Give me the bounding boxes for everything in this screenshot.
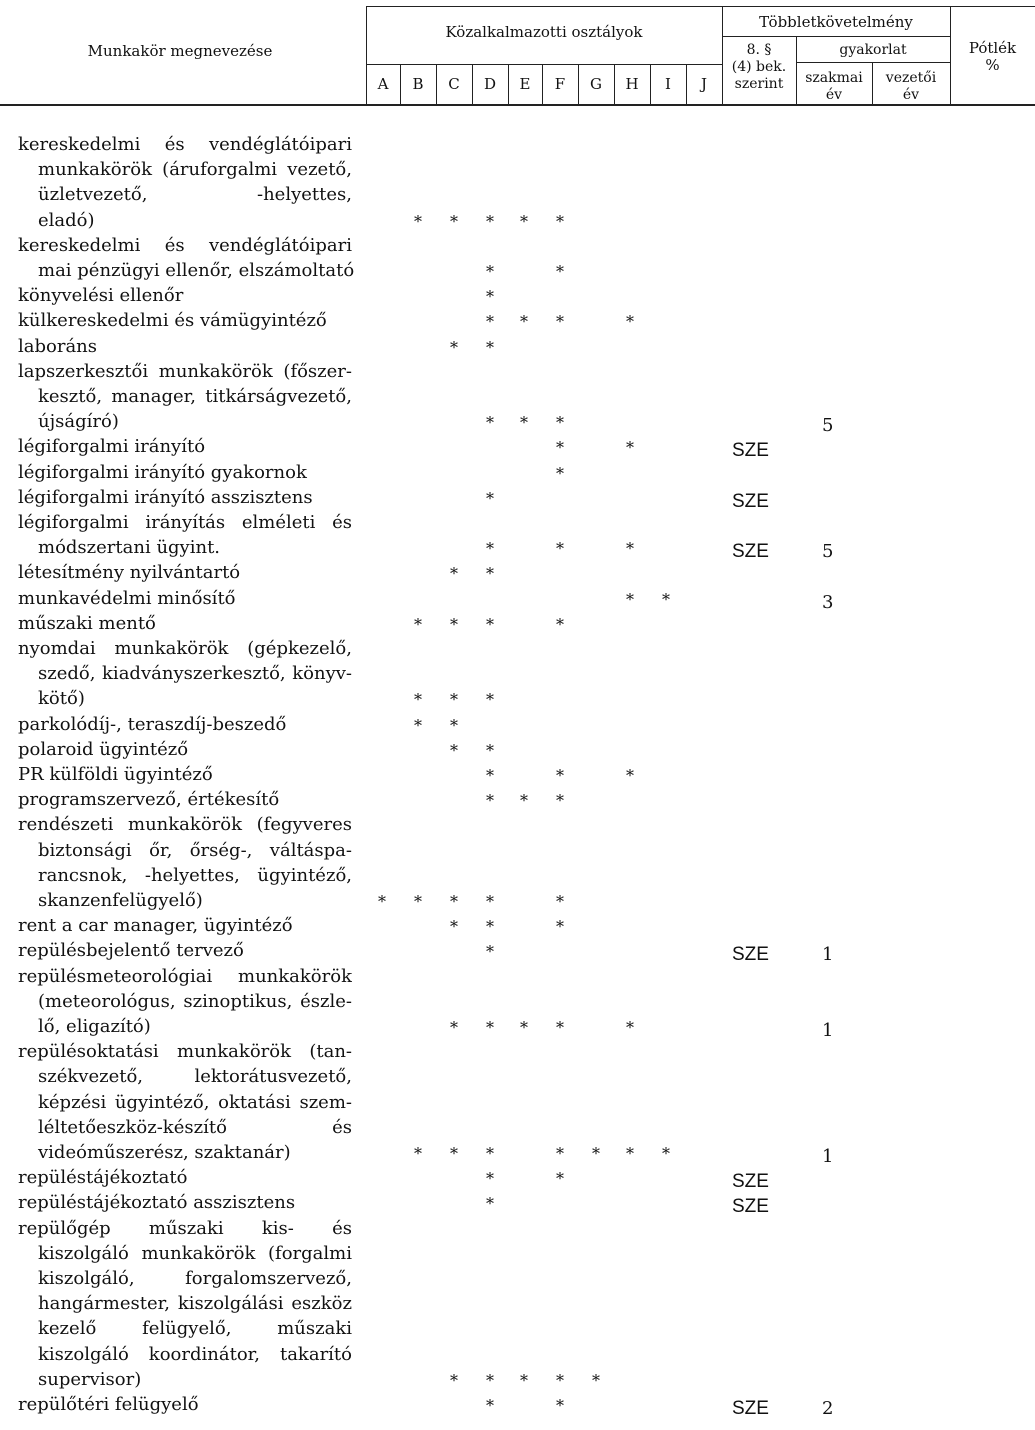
class-mark-d: * <box>486 740 494 760</box>
table-row <box>0 586 1035 611</box>
table-row <box>0 636 1035 712</box>
job-title-continuation: módszertani ügyint. <box>38 537 221 559</box>
class-mark-e: * <box>520 413 528 433</box>
class-mark-c: * <box>450 1370 458 1390</box>
class-mark-f: * <box>556 413 564 433</box>
class-mark-f: * <box>556 766 564 785</box>
job-title-continuation: eladó) <box>38 209 95 231</box>
tobblet-header: Többletkövetelmény <box>759 13 913 31</box>
job-title-continuation: supervisor) <box>38 1368 142 1390</box>
sze-requirement: SZE <box>732 440 769 462</box>
job-title-continuation: mai pénzügyi ellenőr, elszámoltató <box>38 259 355 281</box>
class-mark-d: * <box>486 917 494 937</box>
class-mark-c: * <box>450 740 458 760</box>
job-title: nyomdai munkakörök (gépkezelő, <box>18 638 352 659</box>
szakmai-header: szakmai év <box>805 70 863 103</box>
class-mark-d: * <box>486 614 494 634</box>
class-mark-f: * <box>556 463 564 483</box>
job-title-continuation: lő, eligazító) <box>38 1015 151 1037</box>
class-mark-c: * <box>450 564 458 584</box>
job-title: külkereskedelmi és vámügyintéző <box>18 310 327 332</box>
job-title-continuation: kiszolgáló munkakörök (forgalmi <box>38 1242 352 1264</box>
class-mark-h: * <box>626 438 634 458</box>
job-title-continuation: (meteorológus, szinoptikus, észle- <box>38 990 352 1012</box>
class-mark-d: * <box>486 942 494 962</box>
job-title: rent a car manager, ügyintéző <box>18 915 293 937</box>
table-row <box>0 737 1035 762</box>
table-row <box>0 611 1035 636</box>
potlek-value: 1 <box>822 1145 834 1167</box>
class-mark-d: * <box>486 539 494 559</box>
job-title: PR külföldi ügyintéző <box>18 764 213 785</box>
job-title: lapszerkesztői munkakörök (főszer- <box>18 360 352 382</box>
class-mark-b: * <box>414 690 422 710</box>
class-mark-f: * <box>556 891 564 911</box>
table-row <box>0 460 1035 485</box>
job-title: kereskedelmi és vendéglátóipari <box>18 234 352 256</box>
kozalkalmazotti-header: Közalkalmazotti osztályok <box>445 23 643 41</box>
job-title-continuation: videóműszerész, szaktanár) <box>38 1141 291 1163</box>
table-row <box>0 1392 1035 1417</box>
sze-requirement: SZE <box>732 490 769 512</box>
class-mark-c: * <box>450 211 458 231</box>
table-row <box>0 787 1035 812</box>
class-mark-d: * <box>486 1169 494 1189</box>
job-title: programszervező, értékesítő <box>18 789 280 811</box>
class-mark-h: * <box>626 1143 634 1163</box>
class-mark-c: * <box>450 1017 458 1037</box>
class-header-a: A <box>377 75 389 93</box>
job-title-continuation: kezelő felügyelő, műszaki <box>38 1318 352 1340</box>
class-mark-h: * <box>626 312 634 332</box>
job-title: polaroid ügyintéző <box>18 738 189 760</box>
job-title-continuation: skanzenfelügyelő) <box>38 889 203 911</box>
table-row <box>0 712 1035 737</box>
table-row <box>0 434 1035 462</box>
class-mark-b: * <box>414 211 422 231</box>
potlek-value: 1 <box>822 944 834 966</box>
job-title: repülésbejelentő tervező <box>18 940 244 962</box>
class-mark-h: * <box>626 539 634 559</box>
class-mark-d: * <box>486 337 494 357</box>
class-header-e: E <box>519 75 531 93</box>
job-title: légiforgalmi irányítás elméleti és <box>18 512 352 533</box>
class-mark-f: * <box>556 614 564 634</box>
class-mark-i: * <box>662 589 670 609</box>
munkakor-header: Munkakör megnevezése <box>87 42 273 60</box>
class-mark-f: * <box>556 539 564 559</box>
class-mark-d: * <box>486 564 494 584</box>
class-mark-f: * <box>556 1143 564 1163</box>
job-title: parkolódíj-, teraszdíj-beszedő <box>18 713 287 735</box>
class-mark-d: * <box>486 287 494 307</box>
class-mark-d: * <box>486 211 494 231</box>
class-mark-d: * <box>486 312 494 332</box>
job-title: kereskedelmi és vendéglátóipari <box>18 134 352 155</box>
class-mark-h: * <box>626 589 634 609</box>
class-mark-d: * <box>486 1396 494 1415</box>
job-title-continuation: biztonsági őr, őrség-, váltáspa- <box>38 839 352 861</box>
class-mark-d: * <box>486 1017 494 1037</box>
job-title: repülésoktatási munkakörök (tan- <box>18 1041 352 1063</box>
class-header-i: I <box>665 75 671 93</box>
class-mark-f: * <box>556 1396 564 1415</box>
job-title: repüléstájékoztató <box>18 1167 188 1189</box>
potlek-header: Pótlék % <box>968 39 1017 74</box>
job-title: légiforgalmi irányító <box>18 436 206 458</box>
class-mark-d: * <box>486 488 494 508</box>
table-row <box>0 812 1035 913</box>
class-mark-h: * <box>626 1017 634 1037</box>
class-mark-f: * <box>556 1370 564 1390</box>
table-row <box>0 1165 1035 1193</box>
class-mark-d: * <box>486 1370 494 1390</box>
class-mark-d: * <box>486 891 494 911</box>
job-title: munkavédelmi minősítő <box>18 587 236 609</box>
sze-requirement: SZE <box>732 944 769 966</box>
job-title: könyvelési ellenőr <box>18 285 184 307</box>
class-mark-c: * <box>450 715 458 735</box>
job-title-continuation: szedő, kiadványszerkesztő, könyv- <box>38 663 352 685</box>
class-mark-f: * <box>556 211 564 231</box>
class-mark-c: * <box>450 917 458 937</box>
potlek-value: 5 <box>822 541 834 563</box>
job-title: rendészeti munkakörök (fegyveres <box>18 814 352 836</box>
class-header-b: B <box>412 75 424 93</box>
job-title-continuation: léltetőeszköz-készítő és <box>38 1116 352 1138</box>
class-mark-e: * <box>520 1370 528 1390</box>
table-row <box>0 308 1035 333</box>
job-title: légiforgalmi irányító gyakornok <box>18 461 307 483</box>
job-title-continuation: munkakörök (áruforgalmi vezető, <box>38 159 352 181</box>
job-title-continuation: kesztő, manager, titkárságvezető, <box>38 385 352 407</box>
class-mark-c: * <box>450 614 458 634</box>
class-mark-f: * <box>556 438 564 458</box>
potlek-value: 2 <box>822 1398 834 1419</box>
table-row <box>0 485 1035 510</box>
job-title: repülőgép műszaki kis- és <box>18 1217 352 1239</box>
class-mark-c: * <box>450 1143 458 1163</box>
job-title: műszaki mentő <box>18 612 156 634</box>
table-row <box>0 1216 1035 1392</box>
job-title: repüléstájékoztató asszisztens <box>18 1192 296 1214</box>
class-mark-h: * <box>626 766 634 785</box>
table-header <box>0 0 1035 108</box>
class-header-d: D <box>483 75 497 93</box>
table-row <box>0 762 1035 787</box>
class-mark-g: * <box>592 1143 600 1163</box>
job-title-continuation: újságíró) <box>38 411 119 433</box>
class-mark-e: * <box>520 211 528 231</box>
class-mark-f: * <box>556 312 564 332</box>
table-row <box>0 938 1035 966</box>
class-mark-f: * <box>556 1017 564 1037</box>
potlek-value: 1 <box>822 1019 834 1041</box>
table-row <box>0 913 1035 938</box>
table-row <box>0 1039 1035 1165</box>
class-header-h: H <box>625 75 639 93</box>
job-title: repülésmeteorológiai munkakörök <box>18 965 352 987</box>
job-title: laboráns <box>18 335 98 357</box>
sze-requirement: SZE <box>732 1196 769 1218</box>
class-mark-d: * <box>486 791 494 811</box>
job-title-continuation: kiszolgáló, forgalomszervező, <box>38 1267 352 1289</box>
job-title: repülőtéri felügyelő <box>18 1394 199 1415</box>
class-mark-b: * <box>414 1143 422 1163</box>
table-row <box>0 560 1035 585</box>
gyakorlat-header: gyakorlat <box>839 42 907 58</box>
class-mark-a: * <box>378 891 386 911</box>
class-header-f: F <box>554 75 566 93</box>
class-header-g: G <box>590 75 602 93</box>
class-mark-d: * <box>486 413 494 433</box>
class-mark-f: * <box>556 1169 564 1189</box>
class-mark-g: * <box>592 1370 600 1390</box>
sze-requirement: SZE <box>732 541 769 563</box>
potlek-value: 5 <box>822 415 834 437</box>
class-mark-c: * <box>450 690 458 710</box>
table-row <box>0 1190 1035 1218</box>
class-mark-b: * <box>414 891 422 911</box>
potlek-value: 3 <box>822 591 834 613</box>
class-mark-c: * <box>450 891 458 911</box>
job-title-continuation: képzési ügyintéző, oktatási szem- <box>38 1091 352 1113</box>
job-title-continuation: hangármester, kiszolgálási eszköz <box>38 1293 352 1315</box>
job-title-continuation: kiszolgáló koordinátor, takarító <box>38 1343 352 1365</box>
class-header-c: C <box>448 75 460 93</box>
par8-header: 8. § (4) bek. szerint <box>731 42 787 92</box>
class-mark-d: * <box>486 690 494 710</box>
class-mark-d: * <box>486 261 494 281</box>
sze-requirement: SZE <box>732 1398 769 1419</box>
class-mark-d: * <box>486 1143 494 1163</box>
class-mark-b: * <box>414 614 422 634</box>
sze-requirement: SZE <box>732 1171 769 1193</box>
class-mark-f: * <box>556 791 564 811</box>
job-title-continuation: rancsnok, -helyettes, ügyintéző, <box>38 864 352 886</box>
table-row <box>0 334 1035 359</box>
class-mark-d: * <box>486 1194 494 1214</box>
table-row <box>0 359 1035 435</box>
class-mark-e: * <box>520 1017 528 1037</box>
table-row <box>0 233 1035 283</box>
job-title-continuation: székvezető, lektorátusvezető, <box>38 1066 352 1088</box>
class-mark-i: * <box>662 1143 670 1163</box>
vezetoi-header: vezetői év <box>885 70 937 103</box>
class-mark-f: * <box>556 261 564 281</box>
class-header-j: J <box>700 75 707 93</box>
class-mark-e: * <box>520 791 528 811</box>
table-row <box>0 283 1035 308</box>
job-title-continuation: üzletvezető, -helyettes, <box>38 184 352 206</box>
class-mark-e: * <box>520 312 528 332</box>
class-mark-c: * <box>450 337 458 357</box>
job-title: légiforgalmi irányító asszisztens <box>18 486 313 508</box>
job-title: létesítmény nyilvántartó <box>18 562 241 584</box>
table-row <box>0 964 1035 1040</box>
class-mark-d: * <box>486 766 494 785</box>
class-mark-f: * <box>556 917 564 937</box>
table-row <box>0 510 1035 563</box>
table-row <box>0 132 1035 233</box>
class-mark-b: * <box>414 715 422 735</box>
job-title-continuation: kötő) <box>38 688 85 710</box>
